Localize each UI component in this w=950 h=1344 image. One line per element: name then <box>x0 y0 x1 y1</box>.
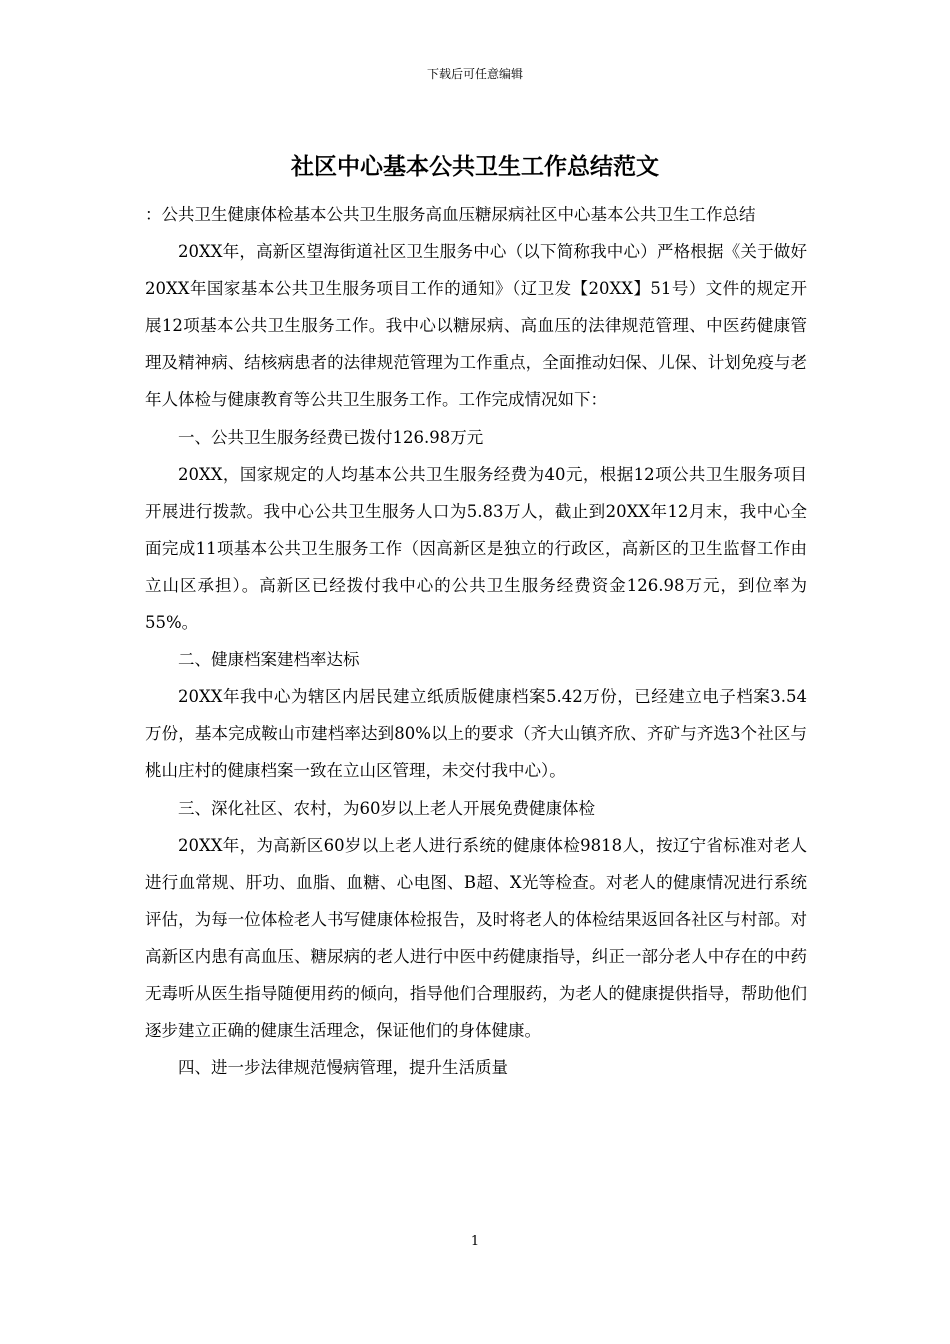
section-heading-4: 四、进一步法律规范慢病管理，提升生活质量 <box>178 1058 508 1078</box>
page-number: 1 <box>470 1234 480 1249</box>
header-note: 下载后可任意编辑 <box>426 67 523 81</box>
paragraph-health-checkup: 20XX年，为高新区60岁以上老人进行系统的健康体检9818人，按辽宁省标准对老人进行血常规、肝功、血脂、血糖、心电图、B超、X光等检查。对老人的健康情况进行系统评估，为每一位体检老人书写健康体检报告，及时将老人的体检结果返回各社区与村部。对高新区内患有高血压、糖尿病的老人进行中医中药健康指导，纠正一部分老人中存在的中药无毒听从医生指导随便用药的倾向，指导他们合理服药，为老人的健康提供指导，帮助他们逐步建立正确的健康生活理念，保证他们的身体健康。 <box>145 835 807 1041</box>
paragraph-funding: 20XX，国家规定的人均基本公共卫生服务经费为40元，根据12项公共卫生服务项目开展进行拨款。我中心公共卫生服务人口为5.83万人，截止到20XX年12月末，我中心全面完成11项基本公共卫生服务工作（因高新区是独立的行政区，高新区的卫生监督工作由立山区承担）。高新区已经拨付我中心的公共卫生服务经费资金126.98万元，到位率为55%。 <box>145 464 807 633</box>
paragraph-intro: 20XX年，高新区望海街道社区卫生服务中心（以下简称我中心）严格根据《关于做好20XX年国家基本公共卫生服务项目工作的通知》（辽卫发【20XX】51号）文件的规定开展12项基本公共卫生服务工作。我中心以糖尿病、高血压的法律规范管理、中医药健康管理及精神病、结核病患者的法律规范管理为工作重点，全面推动妇保、儿保、计划免疫与老年人体检与健康教育等公共卫生服务工作。工作完成情况如下： <box>145 242 807 410</box>
section-heading-3: 三、深化社区、农村，为60岁以上老人开展免费健康体检 <box>178 798 595 818</box>
keywords-line: ：公共卫生健康体检基本公共卫生服务高血压糖尿病社区中心基本公共卫生工作总结 <box>145 205 756 224</box>
document-title: 社区中心基本公共卫生工作总结范文 <box>291 154 659 180</box>
document-body <box>145 196 807 1086</box>
section-heading-1: 一、公共卫生服务经费已拨付126.98万元 <box>178 427 484 447</box>
section-heading-2: 二、健康档案建档率达标 <box>178 650 360 670</box>
paragraph-health-records: 20XX年我中心为辖区内居民建立纸质版健康档案5.42万份，已经建立电子档案3.54万份，基本完成鞍山市建档率达到80%以上的要求（齐大山镇齐欣、齐矿与齐选3个社区与桃山庄村的健康档案一致在立山区管理，未交付我中心）。 <box>145 687 807 781</box>
